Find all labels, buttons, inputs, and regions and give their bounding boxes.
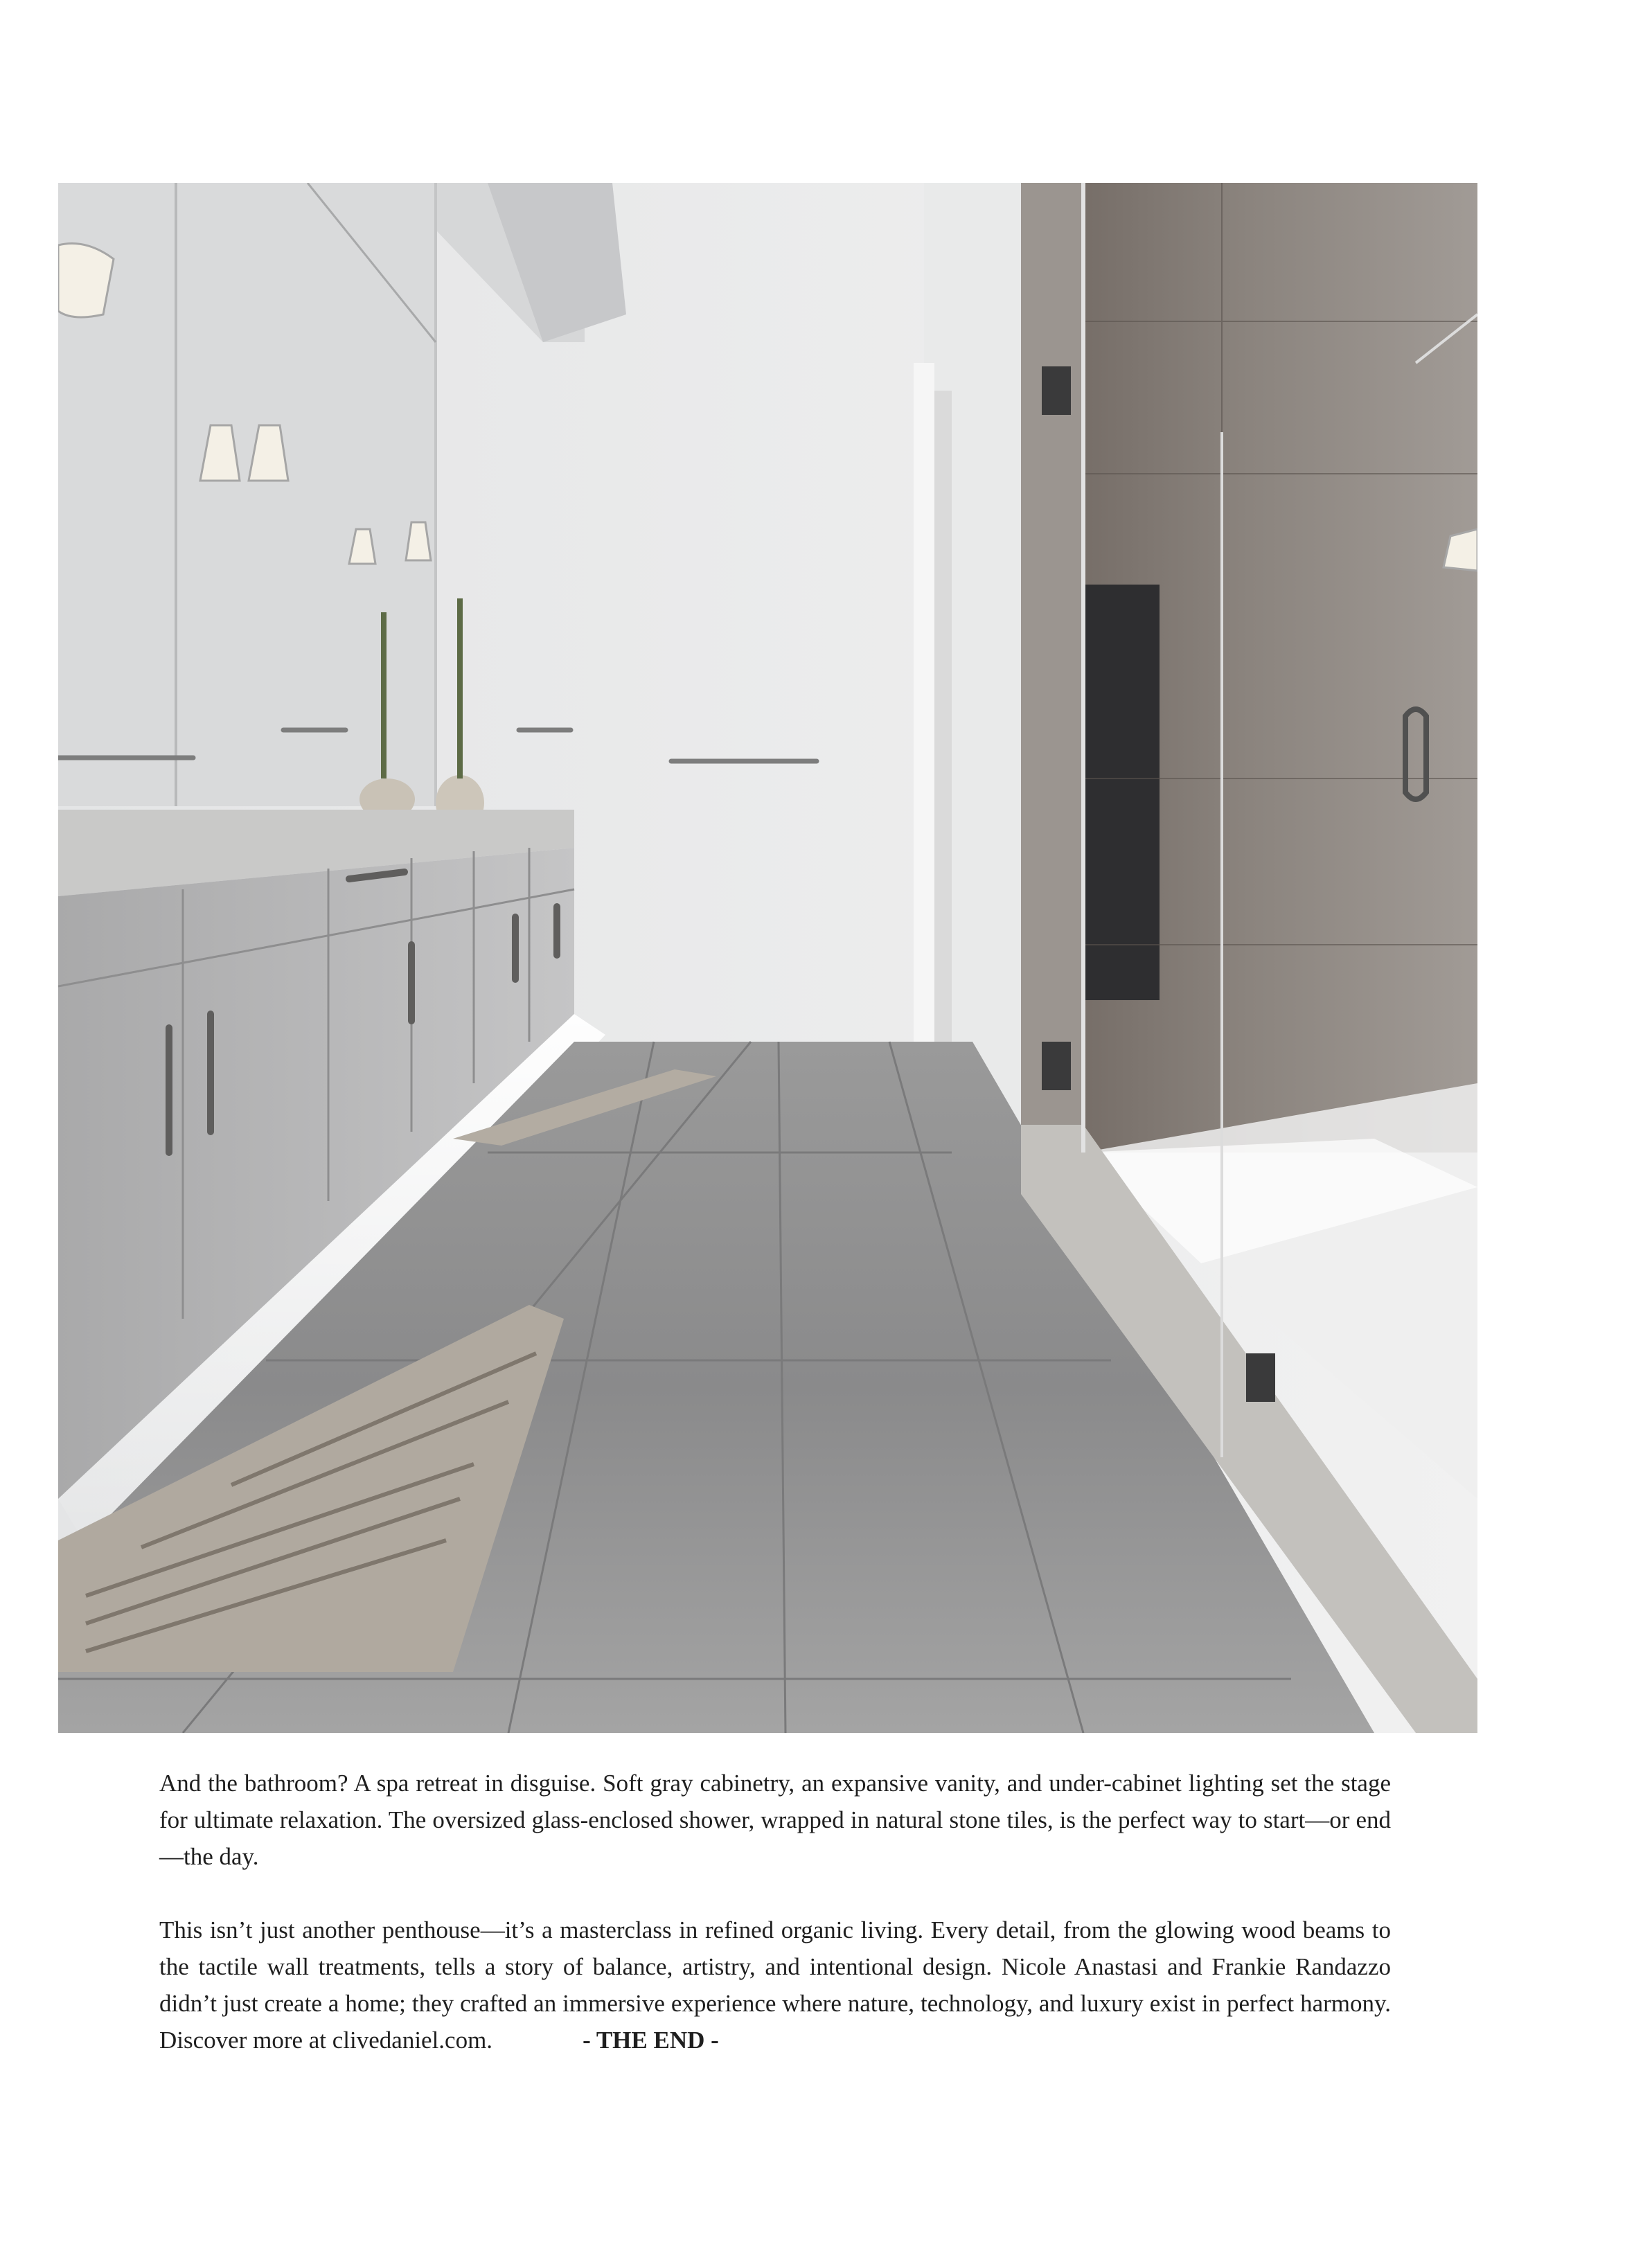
paragraph-closing-text: This isn’t just another penthouse—it’s a masterclass in refined organic living. Every detail, from the glowing wood beams to the tactile wall treatments, tells a story of balance, artistry, and intentional design. Nicole Anastasi and Frankie Randazzo didn’t just create a home; they crafted an immersive experience where nature, technology, and luxury exist in perfect harmony. Discover more at clivedaniel.com. (159, 1916, 1391, 2054)
the-end-marker: - THE END - (583, 2027, 719, 2054)
article-body (159, 1765, 1391, 2058)
bathroom-photo (58, 183, 1477, 1733)
paragraph-bathroom-text: And the bathroom? A spa retreat in disguise. Soft gray cabinetry, an expansive vanity, and under-cabinet lighting set the stage for ultimate relaxation. The oversized glass-enclosed shower, wrapped in natural stone tiles, is the perfect way to start—or end—the day. (159, 1770, 1391, 1870)
paragraph-bathroom (159, 1765, 1391, 1875)
paragraph-closing (159, 1912, 1391, 2058)
bathroom-illustration (58, 183, 1477, 1733)
